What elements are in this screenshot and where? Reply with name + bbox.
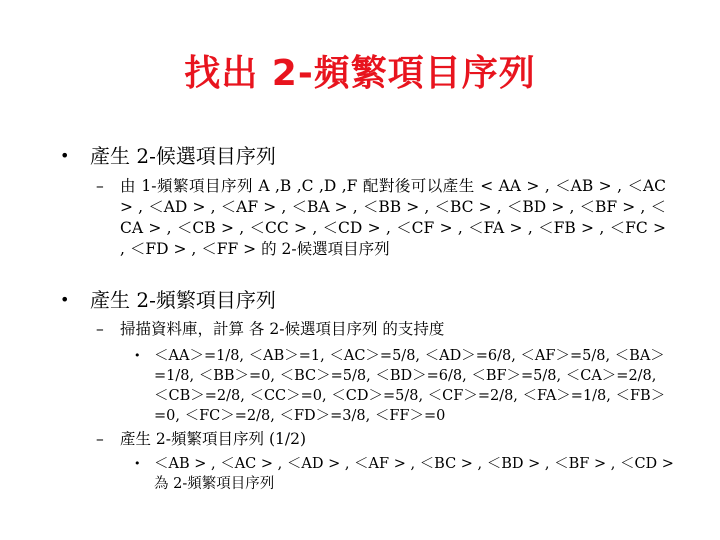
frequent-sequences-text: ＜AB > , ＜AC > , ＜AD > , ＜AF > , ＜BC > , ＜BD > , ＜BF > , ＜CD > 為 2-頻繁項目序列 — [154, 456, 674, 492]
bullet-dot-icon: • — [134, 457, 141, 470]
dash-icon: – — [96, 430, 104, 448]
sub-item-text: 掃描資料庫，計算 各 2-候選項目序列 的支持度 — [120, 320, 445, 338]
sub-item-frequent-result — [96, 429, 666, 450]
sub-item-text: 產生 2-頻繁項目序列 (1/2) — [120, 430, 306, 448]
slide-title: 找出 2-頻繁項目序列 — [184, 53, 536, 94]
bullet-text: 產生 2-頻繁項目序列 — [90, 288, 276, 312]
bullet-dot-icon: • — [60, 290, 70, 309]
dash-icon: – — [96, 320, 104, 338]
bullet-dot-icon: • — [134, 349, 141, 362]
sub-item-candidate-list — [96, 176, 666, 260]
frequent-sequences — [134, 454, 674, 494]
support-values — [134, 346, 674, 426]
bullet-text: 產生 2-候選項目序列 — [90, 144, 276, 168]
sub-item-text: 由 1-頻繁項目序列 A ,B ,C ,D ,F 配對後可以產生 < AA > , ＜AB > , ＜AC > , ＜AD > , ＜AF > , ＜BA > , ＜BB > , ＜BC > , ＜BD > , ＜BF > , ＜CA > , ＜CB > , ＜CC > , ＜CD > , ＜CF > , ＜FA > , ＜FB > , ＜FC > , ＜FD > , ＜FF > 的 2-候選項目序列 — [120, 177, 666, 258]
dash-icon: – — [96, 177, 104, 195]
sub-item-scan-database — [96, 319, 666, 340]
bullet-dot-icon: • — [60, 146, 70, 165]
support-values-text: ＜AA＞=1/8, ＜AB＞=1, ＜AC＞=5/8, ＜AD＞=6/8, ＜AF＞=5/8, ＜BA＞=1/8, ＜BB＞=0, ＜BC＞=5/8, ＜BD＞=6/8, ＜BF＞=5/8, ＜CA＞=2/8, ＜CB＞=2/8, ＜CC＞=0, ＜CD＞=5/8, ＜CF＞=2/8, ＜FA＞=1/8, ＜FB＞=0, ＜FC＞=2/8, ＜FD＞=3/8, ＜FF＞=0 — [154, 348, 666, 424]
